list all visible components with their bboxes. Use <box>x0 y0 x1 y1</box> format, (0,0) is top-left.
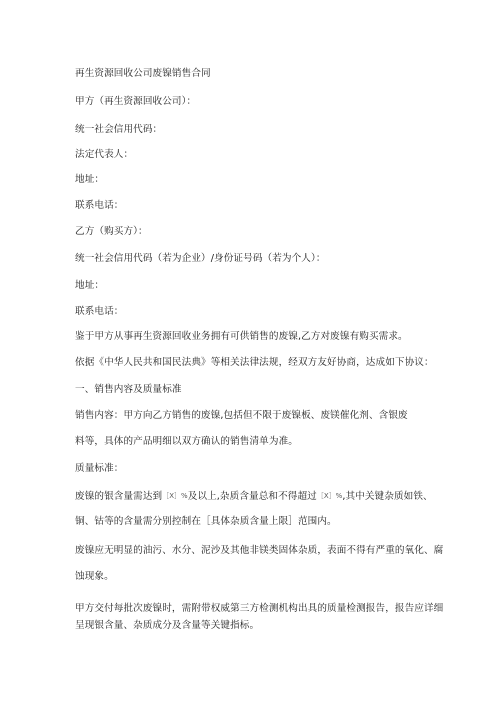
party-a-phone: 联系电话： <box>75 200 124 211</box>
document-title: 再生资源回收公司废镍销售合同 <box>75 68 211 79</box>
party-a-credit-code: 统一社会信用代码： <box>75 124 163 135</box>
quality-line <box>75 490 433 503</box>
placeholder-field: ［X］% <box>316 492 343 500</box>
quality-text: 及以上,杂质含量总和不得超过 <box>187 491 317 502</box>
quality-heading: 质量标准： <box>75 463 124 474</box>
party-a-address: 地址： <box>75 174 105 185</box>
placeholder-field: ［X］% <box>162 492 188 500</box>
quality-text: ,其中关键杂质如铁、 <box>342 491 433 502</box>
party-b-phone: 联系电话： <box>75 306 124 317</box>
quality-line: 铜、钴等的含量需分别控制在［具体杂质含量上限］范围内。 <box>75 516 337 527</box>
sales-content-line: 销售内容：甲方向乙方销售的废镍,包括但不限于废镍板、废镁催化剂、含银废 <box>75 410 408 421</box>
party-b-address: 地址： <box>75 280 105 291</box>
party-a-legal-representative: 法定代表人： <box>75 149 134 160</box>
inspection-line: 甲方交付每批次废镍时，需附带权威第三方检测机构出具的质量检测报告，报告应详细 <box>75 603 444 614</box>
recital-paragraph: 鉴于甲方从事再生资源回收业务拥有可供销售的废镍,乙方对废镍有购买需求。 <box>75 331 408 342</box>
quality-line: 废镍应无明显的油污、水分、泥沙及其他非镁类固体杂质，表面不得有严重的氧化、腐 <box>75 545 444 556</box>
party-b-id: 统一社会信用代码（若为企业）/身份证号码（若为个人）： <box>75 253 326 264</box>
section-heading: 一、销售内容及质量标准 <box>75 384 182 395</box>
quality-line: 蚀现象。 <box>75 571 114 582</box>
legal-basis-paragraph: 依据《中华人民共和国民法典》等相关法律法规，经双方友好协商，达成如下协议： <box>75 357 434 368</box>
party-a-label: 甲方（再生资源回收公司）： <box>75 96 197 107</box>
inspection-line: 呈现银含量、杂质成分及含量等关键指标。 <box>75 620 260 631</box>
party-b-label: 乙方（购买方）： <box>75 226 148 237</box>
quality-text: 废镍的银含量需达到 <box>75 491 163 502</box>
sales-content-line: 料等，具体的产品明细以双方确认的销售清单为准。 <box>75 436 298 447</box>
